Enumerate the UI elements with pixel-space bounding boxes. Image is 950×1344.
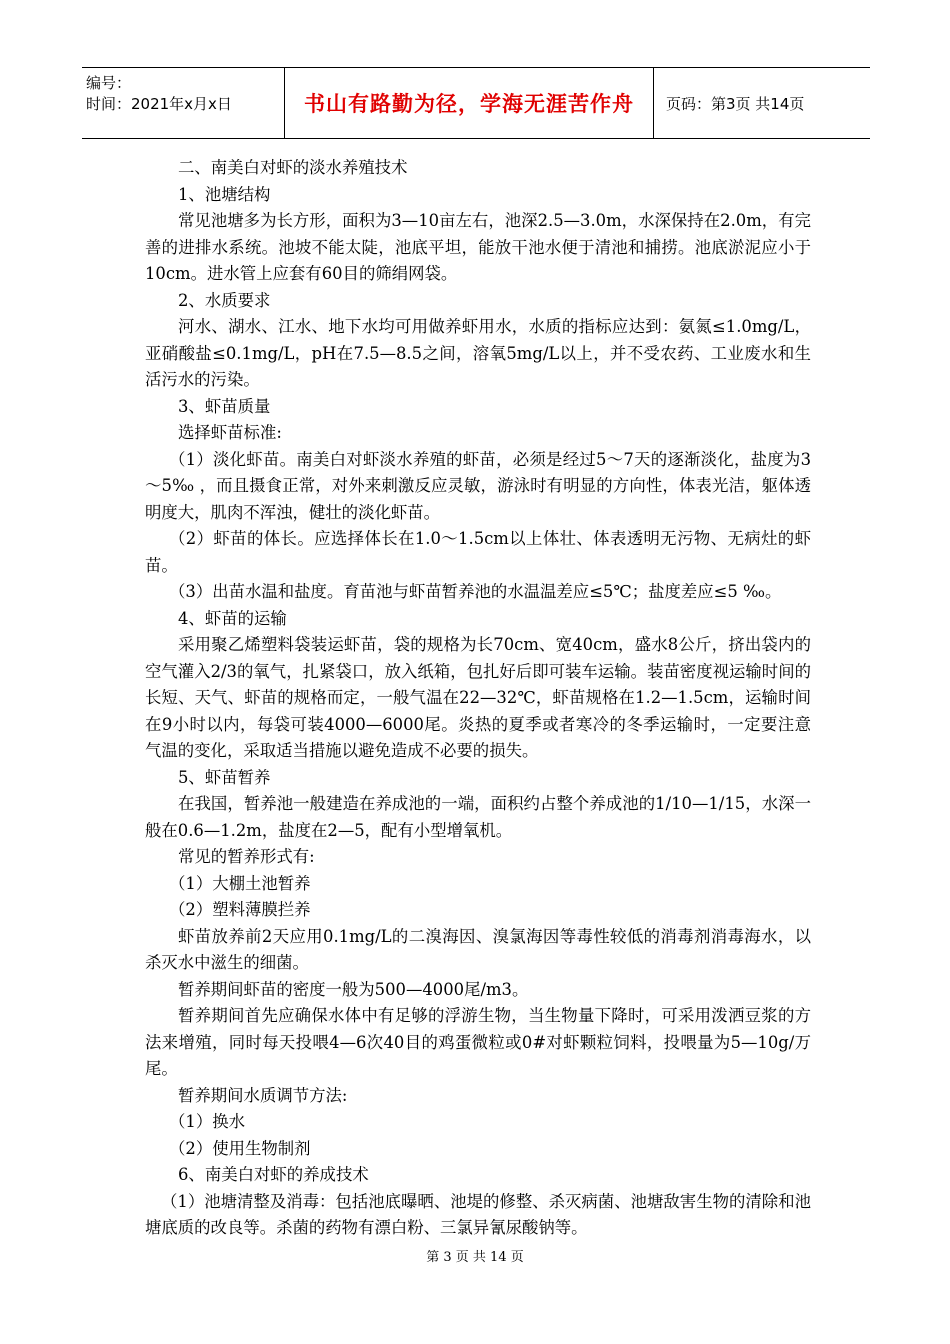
paragraph: 常见池塘多为长方形，面积为3—10亩左右，池深2.5—3.0m，水深保持在2.0m，有完善的进排水系统。池坡不能太陡，池底平坦，能放干池水便于清池和捕捞。池底淤泥应小于10cm。进水管上应套有60目的筛绢网袋。	[145, 211, 811, 283]
paragraph: 在我国，暂养池一般建造在养成池的一端，面积约占整个养成池的1/10—1/15，水深一般在0.6—1.2m，盐度在2—5，配有小型增氧机。	[145, 794, 811, 840]
subsection-heading: 3、虾苗质量	[178, 396, 271, 416]
document-date: 时间：2021年x月x日	[86, 95, 232, 113]
subsection-heading: 6、南美白对虾的养成技术	[178, 1165, 369, 1184]
paragraph: 河水、湖水、江水、地下水均可用做养虾用水，水质的指标应达到：氨氮≤1.0mg/L，亚硝酸盐≤0.1mg/L，pH在7.5—8.5之间，溶氧5mg/L以上，并不受农药、工业废水和生活污水的污染。	[145, 317, 811, 389]
paragraph: 暂养期间首先应确保水体中有足够的浮游生物，当生物量下降时，可采用泼洒豆浆的方法来增殖，同时每天投喂4—6次40目的鸡蛋微粒或0#对虾颗粒饲料，投喂量为5—10g/万尾。	[145, 1006, 811, 1078]
document-body	[145, 155, 811, 1242]
list-item: （1）池塘清整及消毒：包括池底曝晒、池堤的修整、杀灭病菌、池塘敌害生物的清除和池塘底质的改良等。杀菌的药物有漂白粉、三氯异氰尿酸钠等。	[145, 1191, 811, 1237]
paragraph: 暂养期间水质调节方法:	[178, 1085, 348, 1105]
list-item: （2）虾苗的体长。应选择体长在1.0～1.5cm以上体壮、体表透明无污物、无病灶的虾苗。	[145, 529, 811, 575]
list-item: （3）出苗水温和盐度。育苗池与虾苗暂养池的水温温差应≤5℃；盐度差应≤5 ‰。	[169, 582, 782, 601]
document-number-label: 编号：	[86, 74, 132, 92]
page-header	[82, 67, 870, 139]
subsection-heading: 1、池塘结构	[178, 184, 271, 204]
list-item: （2）塑料薄膜拦养	[169, 900, 311, 919]
section-heading: 二、南美白对虾的淡水养殖技术	[178, 158, 408, 177]
paragraph: 常见的暂养形式有:	[178, 847, 315, 866]
subsection-heading: 2、水质要求	[178, 290, 271, 310]
paragraph: 采用聚乙烯塑料袋装运虾苗，袋的规格为长70cm、宽40cm，盛水8公斤，挤出袋内的空气灌入2/3的氧气，扎紧袋口，放入纸箱，包扎好后即可装车运输。装苗密度视运输时间的长短、天气、虾苗的规格而定，一般气温在22—32℃，虾苗规格在1.2—1.5cm，运输时间在9小时以内，每袋可装4000—6000尾。炎热的夏季或者寒冷的冬季运输时，一定要注意气温的变化，采取适当措施以避免造成不必要的损失。	[145, 635, 811, 760]
paragraph: 选择虾苗标准:	[178, 423, 282, 442]
paragraph: 虾苗放养前2天应用0.1mg/L的二溴海因、溴氯海因等毒性较低的消毒剂消毒海水，以杀灭水中滋生的细菌。	[145, 926, 811, 972]
header-page-info: 页码：第3页 共14页	[666, 94, 805, 113]
subsection-heading: 5、虾苗暂养	[178, 767, 271, 787]
list-item: （1）淡化虾苗。南美白对虾淡水养殖的虾苗，必须是经过5～7天的逐渐淡化，盐度为3～5‰ ，而且摄食正常，对外来刺激反应灵敏，游泳时有明显的方向性，体表光洁，躯体透明度大，肌肉不浑浊，健壮的淡化虾苗。	[145, 449, 811, 522]
list-item: （1）大棚土池暂养	[169, 873, 311, 893]
paragraph: 暂养期间虾苗的密度一般为500—4000尾/m3。	[178, 979, 529, 999]
header-meta	[82, 68, 284, 138]
header-motto: 书山有路勤为径，学海无涯苦作舟	[284, 68, 654, 138]
list-item: （1）换水	[169, 1112, 245, 1131]
list-item: （2）使用生物制剂	[169, 1138, 311, 1158]
page-footer: 第 3 页 共 14 页	[426, 1250, 524, 1265]
subsection-heading: 4、虾苗的运输	[178, 608, 287, 628]
